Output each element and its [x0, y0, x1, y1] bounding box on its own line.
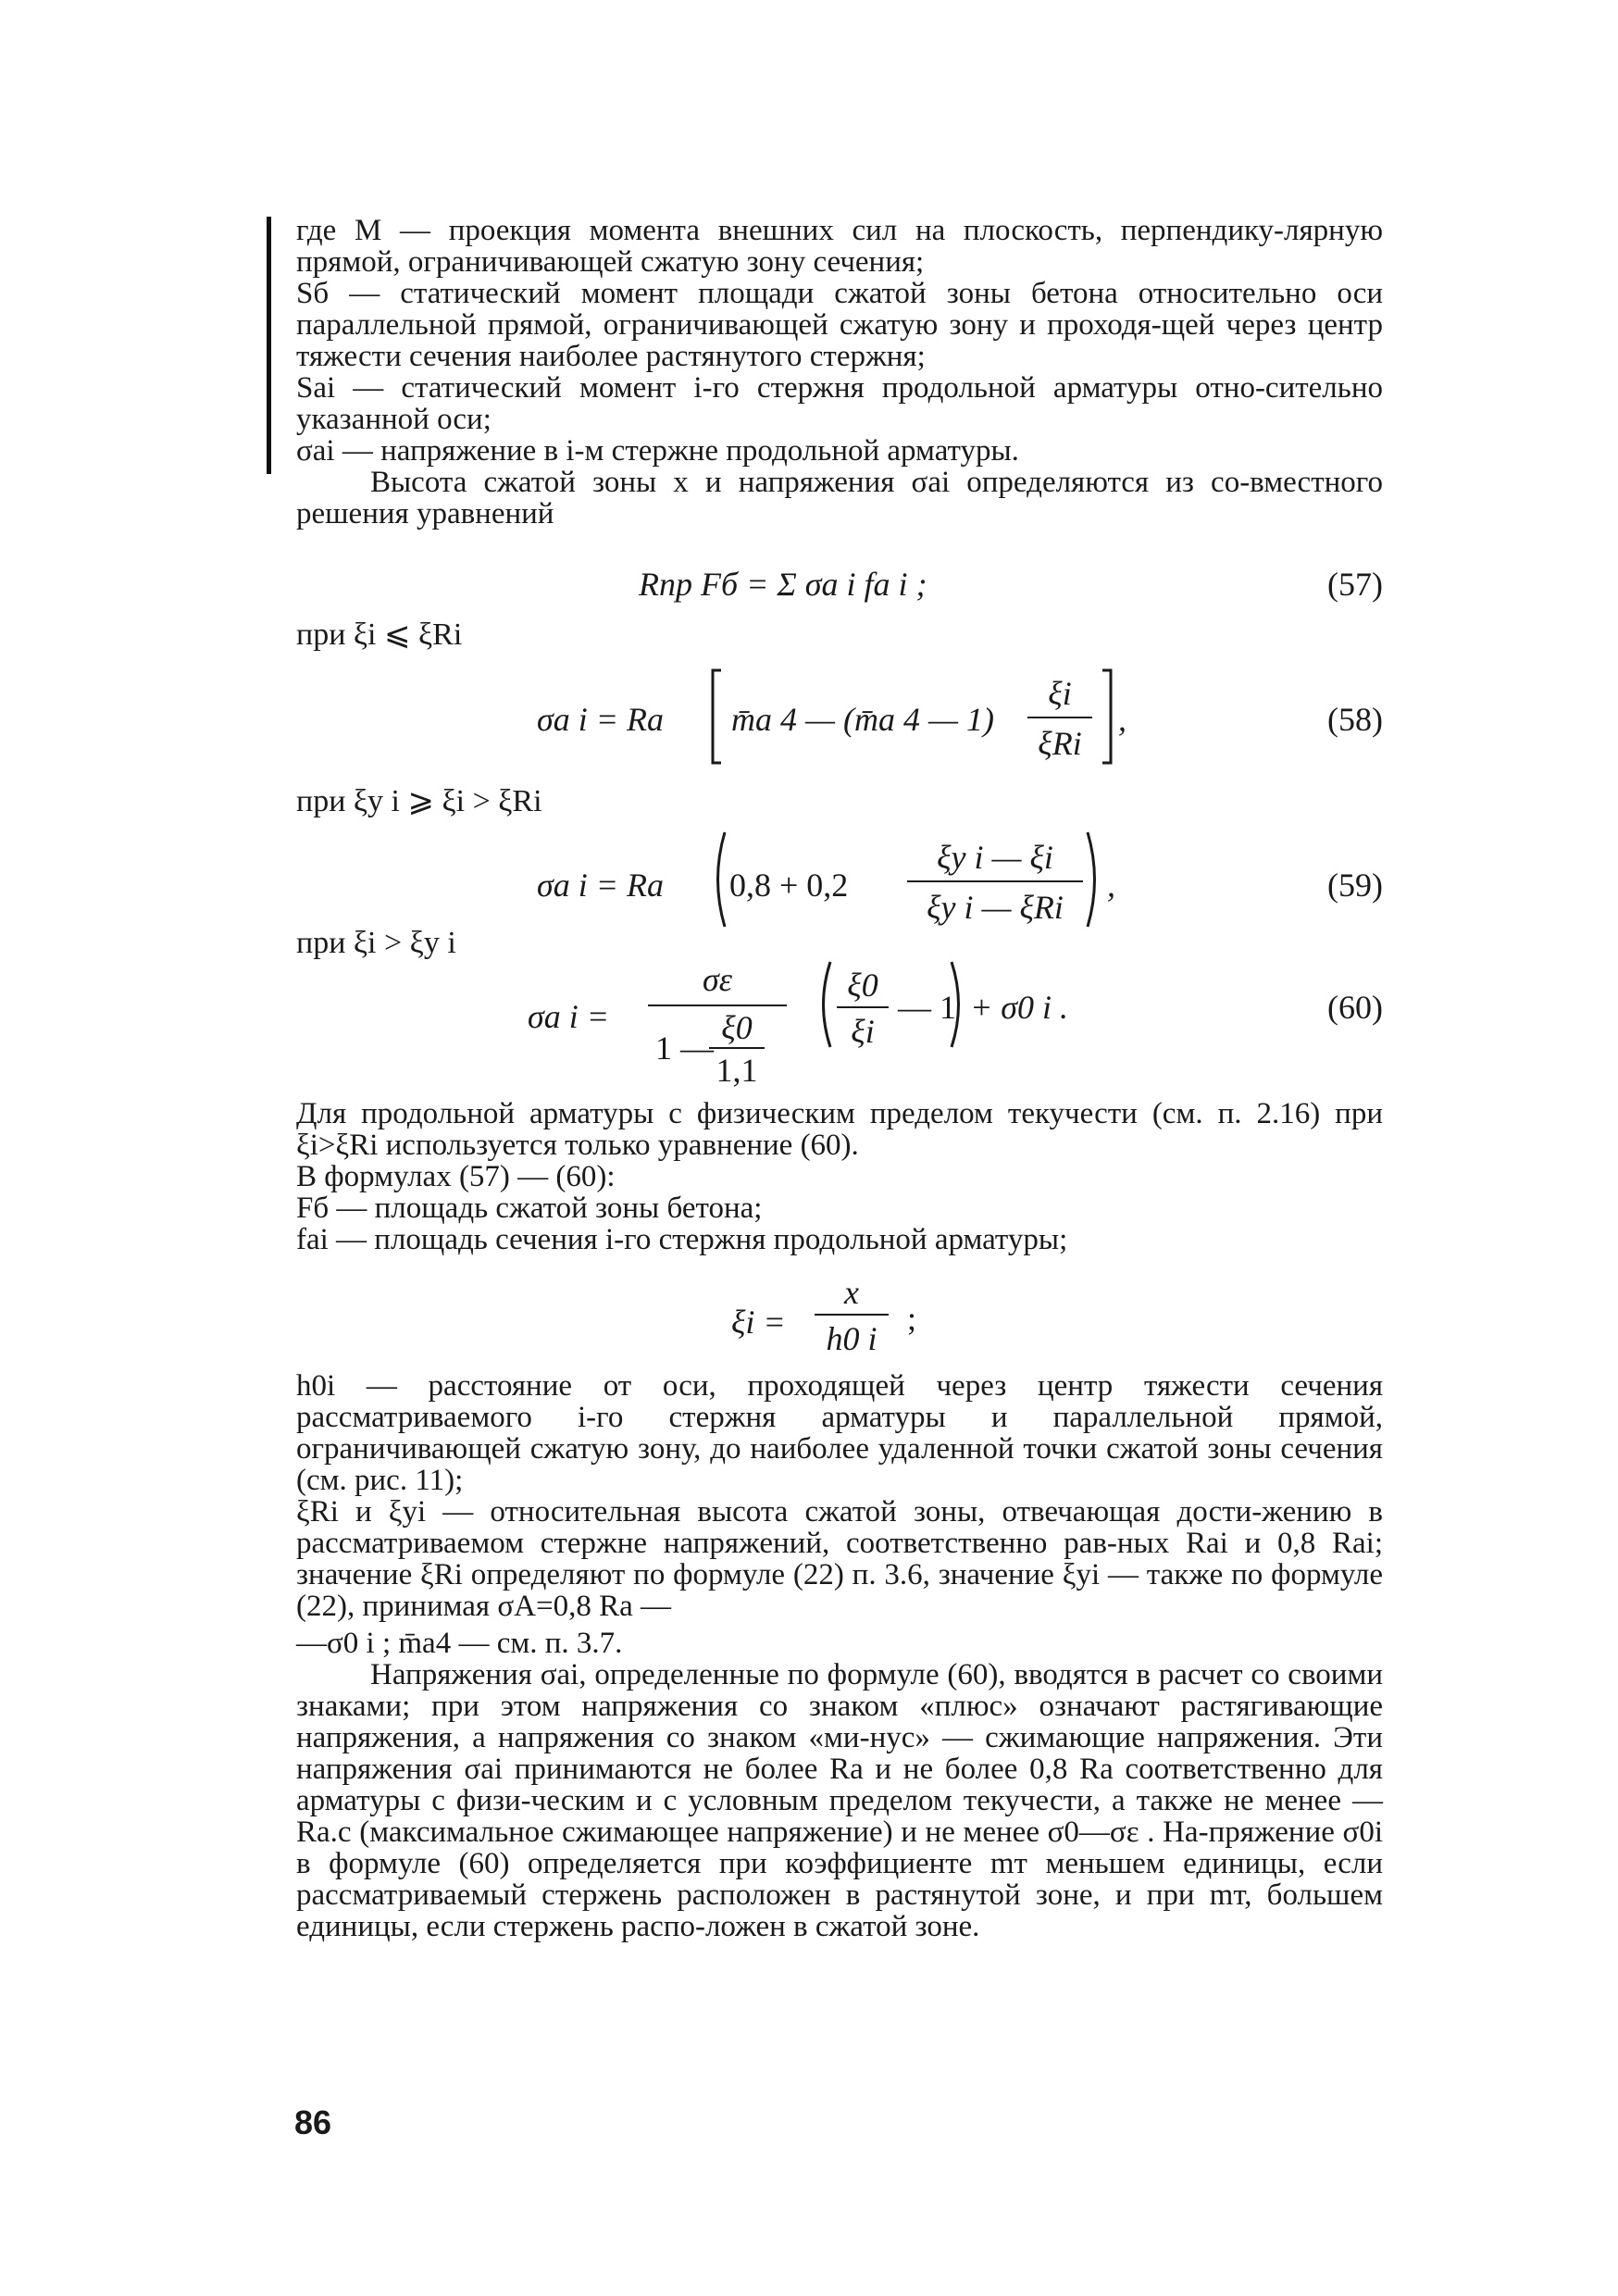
eq60-frac-den-a: 1 —	[655, 1029, 714, 1067]
eq60-tail: + σ0 i .	[970, 989, 1069, 1026]
margin-change-bar	[267, 217, 271, 474]
eq60-right-paren	[949, 958, 967, 1051]
para-h0i: h0i — расстояние от оси, проходящей через центр тяжести сечения рассматриваемого i-го стержня арматуры и параллельной прямой, ограничивающей сжатую зону, до наиболее удаленной точки сжатой зоны сечения (см. рис. 11);	[296, 1369, 1383, 1497]
eq58-frac-den: ξRi	[1038, 725, 1082, 762]
para-m: где M — проекция момента внешних сил на плоскость, перпендику-лярную прямой, ограничивающей сжатую зону сечения;	[296, 214, 1383, 279]
xi-num: x	[844, 1274, 859, 1311]
xi-frac-line	[815, 1314, 889, 1316]
definitions-block-1	[296, 215, 1383, 530]
eq60-left-paren	[815, 958, 833, 1051]
eq60-frac-line	[648, 1004, 787, 1006]
eq59-frac-num: ξy i — ξi	[937, 839, 1053, 876]
eq60-inner-tail: — 1	[898, 989, 956, 1026]
eq58-left-bracket	[709, 667, 724, 768]
equation-57	[296, 559, 1383, 605]
equation-58	[296, 667, 1383, 768]
equation-xi	[296, 1273, 1383, 1366]
eq59-lhs: σa i = Ra	[537, 867, 665, 904]
eq58-frac-num: ξi	[1048, 675, 1072, 712]
condition-60: при ξi > ξy i	[296, 926, 456, 960]
xi-tail: ;	[907, 1300, 917, 1337]
eq60-frac-den-num: ξ0	[721, 1009, 753, 1046]
eq60-inner-line	[837, 1006, 889, 1008]
eq60-inner-den: ξi	[851, 1013, 875, 1050]
eq60-frac-num: σε	[703, 961, 732, 998]
eq60-frac-den-den: 1,1	[716, 1052, 758, 1089]
eq58-right-bracket	[1100, 667, 1114, 768]
definitions-block-3	[296, 1370, 1383, 1942]
eq58-frac-line	[1027, 717, 1092, 718]
para-sigma-ai: σai — напряжение в i-м стержне продольной арматуры.	[296, 434, 1019, 468]
page-number: 86	[294, 2103, 332, 2141]
equation-60	[296, 958, 1383, 1088]
para-xi-r: ξRi и ξyi — относительная высота сжатой зоны, отвечающая дости-жению в рассматриваемом стержне напряжений, соответственно рав-ных Rai и 0,8 Rai; значение ξRi определяют по формуле (22) п. 3.6, значение ξyi — также по формуле (22), принимая σA=0,8 Ra —	[296, 1495, 1383, 1623]
condition-58: при ξi ⩽ ξRi	[296, 618, 463, 652]
eq59-body: 0,8 + 0,2	[729, 867, 849, 904]
eq58-number: (58)	[1327, 701, 1383, 738]
eq60-number: (60)	[1327, 989, 1383, 1026]
eq60-lhs: σa i =	[528, 998, 610, 1035]
eq59-number: (59)	[1327, 867, 1383, 904]
para-sigma0: —σ0 i ; m̄a4 — см. п. 3.7.	[296, 1627, 623, 1660]
eq58-lhs: σa i = Ra	[537, 701, 665, 738]
eq59-frac-den: ξy i — ξRi	[927, 889, 1064, 926]
para-fb: Fб — площадь сжатой зоны бетона;	[296, 1192, 763, 1225]
para-stresses: Напряжения σai, определенные по формуле (60), вводятся в расчет со своими знаками; при этом напряжения со знаком «плюс» означают растягивающие напряжения, а напряжения со знаком «ми-нус» — сжимающие напряжения. Эти напряжения σai принимаются не более Ra и не более 0,8 Ra соответственно для арматуры с физи-ческим и с условным пределом текучести, а также не менее —Ra.c (максимальное сжимающее напряжение) и не менее σ0—σε . На-пряжение σ0i в формуле (60) определяется при коэффициенте mт меньшем единицы, если рассматриваемый стержень расположен в растянутой зоне, и при mт, большем единицы, если стержень распо-ложен в сжатой зоне.	[296, 1658, 1383, 1943]
para-physical-limit: Для продольной арматуры с физическим пределом текучести (см. п. 2.16) при ξi>ξRi используется только уравнение (60).	[296, 1097, 1383, 1162]
para-sb: Sб — статический момент площади сжатой зоны бетона относительно оси параллельной прямой, ограничивающей сжатую зону и проходя-щей через центр тяжести сечения наиболее растянутого стержня;	[296, 277, 1383, 373]
eq57-number: (57)	[1327, 566, 1383, 603]
equation-59	[296, 829, 1383, 930]
eq59-frac-line	[907, 880, 1083, 882]
para-height: Высота сжатой зоны x и напряжения σai определяются из со-вместного решения уравнений	[296, 466, 1383, 530]
para-formulas: В формулах (57) — (60):	[296, 1160, 616, 1193]
eq58-comma: ,	[1118, 701, 1126, 738]
eq60-frac-den-line	[709, 1047, 765, 1049]
xi-den: h0 i	[826, 1320, 877, 1357]
eq58-body: m̄a 4 — (m̄a 4 — 1)	[731, 701, 994, 738]
eq57-body: Rпр Fб = Σ σa i fa i ;	[639, 566, 927, 603]
definitions-block-2	[296, 1098, 1383, 1255]
eq59-comma: ,	[1107, 867, 1115, 904]
para-fai: fai — площадь сечения i-го стержня продольной арматуры;	[296, 1223, 1068, 1256]
eq60-inner-num: ξ0	[847, 967, 878, 1004]
para-sai: Sai — статический момент i-го стержня продольной арматуры отно-сительно указанной оси;	[296, 371, 1383, 436]
eq59-right-paren	[1085, 829, 1103, 930]
condition-59: при ξy i ⩾ ξi > ξRi	[296, 784, 542, 818]
xi-lhs: ξi =	[731, 1304, 786, 1341]
eq59-left-paren	[709, 829, 728, 930]
